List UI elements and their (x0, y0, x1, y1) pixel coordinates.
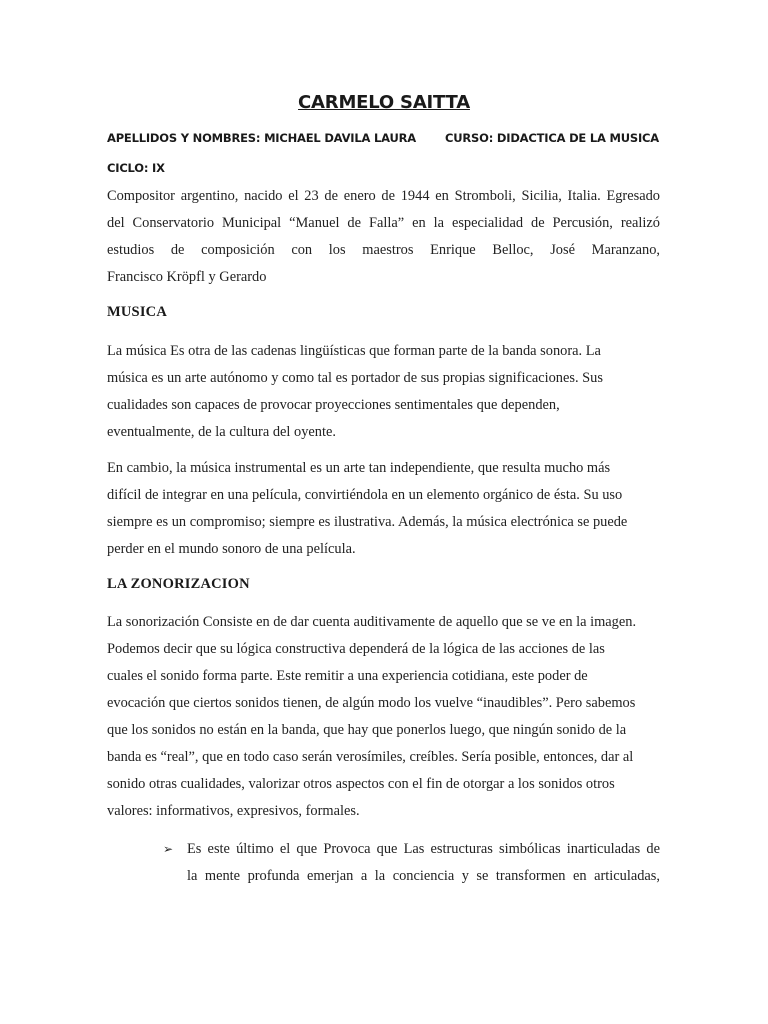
paragraph-line: valores: informativos, expresivos, formales. (107, 803, 360, 819)
paragraph-line: eventualmente, de la cultura del oyente. (107, 424, 336, 440)
paragraph-line: En cambio, la música instrumental es un arte tan independiente, que resulta mucho más (107, 460, 611, 476)
musica-paragraph-1 (107, 338, 660, 446)
student-names: APELLIDOS Y NOMBRES: MICHAEL DAVILA LAURA (107, 131, 416, 145)
section-heading-zonorizacion: LA ZONORIZACION (107, 576, 250, 592)
bio-line: Francisco Kröpfl y Gerardo (107, 269, 267, 285)
paragraph-line: Podemos decir que su lógica constructiva dependerá de la lógica de las acciones de las (107, 641, 605, 657)
paragraph-line: La música Es otra de las cadenas lingüísticas que forman parte de la banda sonora. La (107, 343, 601, 359)
bio-line: estudios de composición con los maestros Enrique Belloc, José Maranzano, (107, 242, 660, 258)
document-title: CARMELO SAITTA (298, 92, 470, 113)
paragraph-line: cualidades son capaces de provocar proyecciones sentimentales que dependen, (107, 397, 560, 413)
cycle-label: CICLO: IX (107, 161, 165, 175)
bullet-line: Es este último el que Provoca que Las estructuras simbólicas inarticuladas de (187, 841, 660, 857)
paragraph-line: banda es “real”, que en todo caso serán verosímiles, creíbles. Sería posible, entonces, dar al (107, 749, 634, 765)
paragraph-line: siempre es un compromiso; siempre es ilustrativa. Además, la música electrónica se puede (107, 514, 628, 530)
paragraph-line: que los sonidos no están en la banda, que hay que ponerlos luego, que ningún sonido de la (107, 722, 627, 738)
paragraph-line: La sonorización Consiste en de dar cuenta auditivamente de aquello que se ve en la imagen. (107, 614, 637, 630)
musica-paragraph-2 (107, 455, 660, 563)
bullet-line: la mente profunda emerjan a la conciencia y se transformen en articuladas, (187, 868, 660, 884)
paragraph-line: difícil de integrar en una película, convirtiéndola en un elemento orgánico de ésta. Su uso (107, 487, 623, 503)
paragraph-line: música es un arte autónomo y como tal es portador de sus propias significaciones. Sus (107, 370, 603, 386)
paragraph-line: evocación que ciertos sonidos tienen, de algún modo los vuelve “inaudibles”. Pero sabemos (107, 695, 636, 711)
paragraph-line: perder en el mundo sonoro de una película. (107, 541, 356, 557)
paragraph-line: cuales el sonido forma parte. Este remitir a una experiencia cotidiana, este poder de (107, 668, 588, 684)
bio-line: Compositor argentino, nacido el 23 de enero de 1944 en Stromboli, Sicilia, Italia. Egresado (107, 188, 660, 204)
paragraph-line: sonido otras cualidades, valorizar otros aspectos con el fin de otorgar a los sonidos otros (107, 776, 615, 792)
course-name: CURSO: DIDACTICA DE LA MUSICA (445, 131, 659, 145)
zonorizacion-paragraph (107, 609, 660, 825)
section-heading-musica: MUSICA (107, 304, 168, 320)
bullet-text (187, 836, 660, 890)
bio-line: del Conservatorio Municipal “Manuel de Falla” en la especialidad de Percusión, realizó (107, 215, 660, 231)
bio-paragraph (107, 183, 660, 291)
arrowhead-bullet-icon: ➢ (163, 842, 174, 856)
